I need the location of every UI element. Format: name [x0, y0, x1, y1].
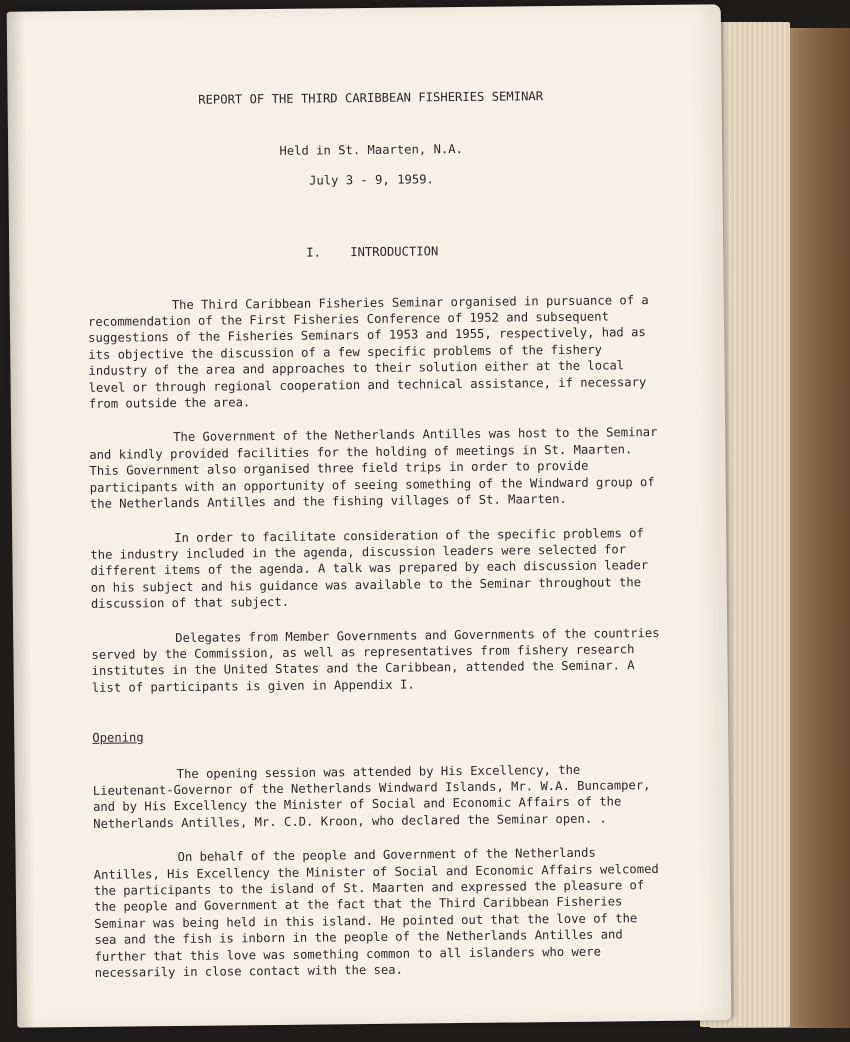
opening-subheading: Opening	[92, 730, 144, 746]
page-text	[86, 87, 665, 999]
opening-paragraph-2: On behalf of the people and Government of the Netherlands Antilles, His Excellency the Minister of Social and Economic Affairs welcomed the participants to the island of St. Maarten and expressed the pleasure of the people and Government at the fact that the Third Caribbean Fisheries Seminar was being held in this island. He pointed out that the love of the sea and the fish is inborn in the people of the Netherlands Antilles and further that this love was something common to all islanders who were necessarily in close contact with the sea.	[93, 845, 659, 980]
report-location: Held in St. Maarten, N.A.	[279, 142, 463, 159]
intro-paragraph-3: In order to facilitate consideration of the specific problems of the industry included in the agenda, discussion leaders were selected for different items of the agenda. A talk was prepared by each discussion leader on his subject and his guidance was available to the Seminar throughout the discussion of that subject.	[90, 525, 649, 612]
report-dates: July 3 - 9, 1959.	[309, 172, 434, 188]
report-title: REPORT OF THE THIRD CARIBBEAN FISHERIES SEMINAR	[198, 89, 544, 107]
page-gutter-shadow	[7, 12, 36, 1028]
opening-paragraph-1: The opening session was attended by His Excellency, the Lieutenant-Governor of the Netherlands Windward Islands, Mr. W.A. Buncamper, and by His Excellency the Minister of Social and Economic Affairs of the Netherlands Antilles, Mr. C.D. Kroon, who declared the Seminar open. .	[92, 762, 651, 831]
section-heading: I. INTRODUCTION	[306, 244, 439, 260]
intro-paragraph-4: Delegates from Member Governments and Governments of the countries served by the Commission, as well as representatives from fishery research institutes in the United States and the Caribbean, attended the Seminar. A list of participants is given in Appendix I.	[91, 625, 660, 695]
intro-paragraph-2: The Government of the Netherlands Antilles was host to the Seminar and kindly provided facilities for the holding of meetings in St. Maarten. This Government also organised three field trips in order to provide participants with an opportunity of seeing something of the Windward group of the Netherlands Antilles and the fishing villages of St. Maarten.	[89, 425, 658, 512]
document-page	[7, 4, 732, 1027]
intro-paragraph-1: The Third Caribbean Fisheries Seminar organised in pursuance of a recommendation of the First Fisheries Conference of 1952 and subsequent suggestions of the Fisheries Seminars of 1953 and 1955, respectively, had as its objective the discussion of a few specific problems of the fishery industry of the area and approaches to their solution either at the local level or through regional cooperation and technical assistance, if necessary from outside the area.	[87, 292, 649, 411]
